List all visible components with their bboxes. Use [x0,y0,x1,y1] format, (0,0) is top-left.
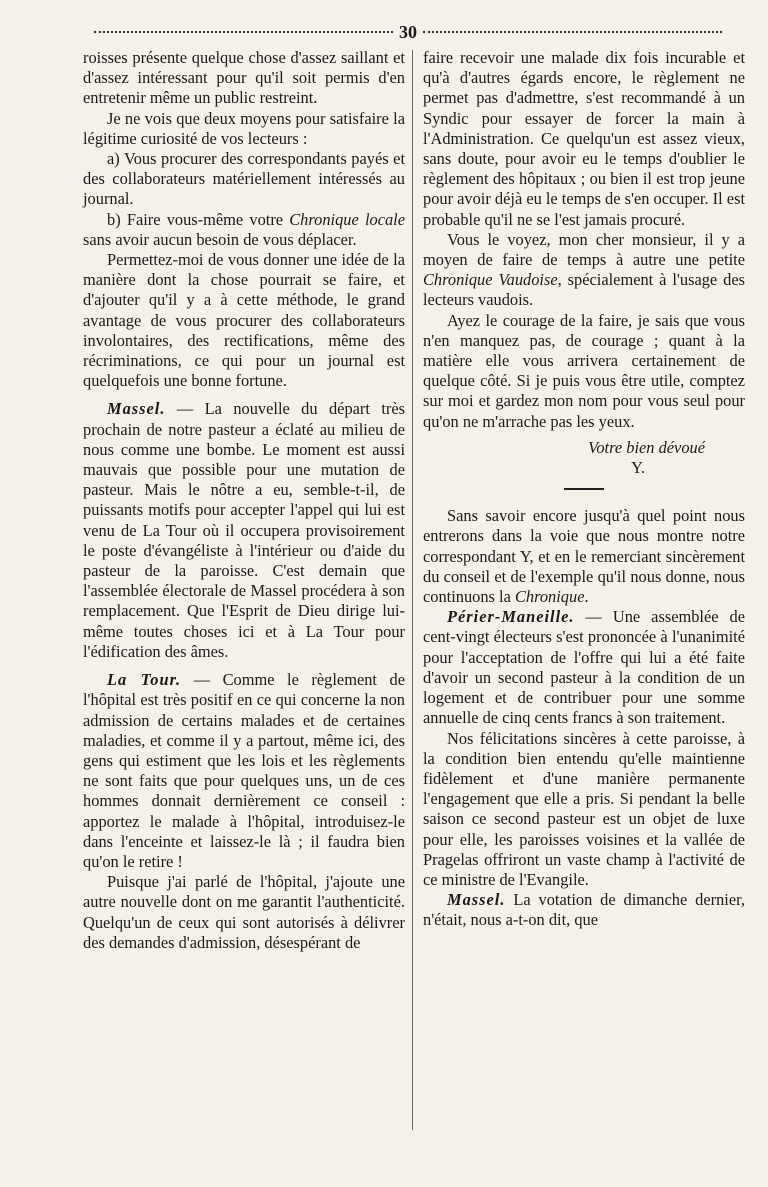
article-heading: Massel. [107,399,166,419]
article-heading: Massel. [447,890,506,910]
italic-term: Chronique Vaudoise [423,270,558,290]
paragraph: Ayez le courage de la faire, je sais que vous n'en manquez pas, de courage ; quant à la matière elle vous arrivera certainement de quelque côté. Si je puis vous être utile, comptez sur moi et gardez mon nom pour vous seul pour qu'on ne m'arrache pas les yeux. [423,310,745,431]
article-heading: Périer-Maneille. [447,607,575,627]
article-perier-maneille: Périer-Maneille. — Une assemblée de cent-vingt électeurs s'est prononcée à l'unanimité pour l'acceptation de l'offre qui lui a été faite d'avoir un second pasteur à la condition de un logement et de contribuer pour une somme annuelle de cinq cents francs à son traitement. [423,607,745,728]
right-column [423,48,745,931]
paragraph: Nos félicitations sincères à cette paroisse, à la condition bien entendu qu'elle maintienne fidèlement et d'une manière permanente l'engagement que elle a pris. Si pendant la belle saison ce second pasteur est un objet de luxe pour elle, les paroisses voisines et la vallée de Pragelas offriront un vaste champ à l'activité de ce ministre de l'Evangile. [423,728,745,889]
column-divider [412,50,413,1130]
left-column [83,48,405,953]
paragraph: Je ne vois que deux moyens pour satisfaire la légitime curiosité de vos lecteurs : [83,108,405,148]
article-heading: La Tour. [107,670,182,690]
paragraph: Sans savoir encore jusqu'à quel point nous entrerons dans la voie que nous montre notre correspondant Y, et en le remerciant sincèrement du conseil et de l'exemple qu'il nous donne, nous continuons la Chronique. [423,506,745,607]
paragraph: Vous le voyez, mon cher monsieur, il y a moyen de faire de temps à autre une petite Chronique Vaudoise, spécialement à l'usage des lecteurs vaudois. [423,229,745,310]
option-a: a) Vous procurer des correspondants payés et des collaborateurs matériellement intéressés au journal. [83,149,405,209]
signature-closing: Votre bien dévoué [588,437,705,457]
page-header [88,22,728,42]
signature-initial: Y. [631,458,645,478]
paragraph: Permettez-moi de vous donner une idée de la manière dont la chose pourrait se faire, et d'ajouter qu'il y a à cette méthode, le grand avantage de vous procurer des collaborateurs involontaires, des rectifications, même des récriminations, ce qui pour un journal est quelquefois une bonne fortune. [83,250,405,391]
paragraph: Puisque j'ai parlé de l'hôpital, j'ajoute une autre nouvelle dont on me garantit l'authenticité. Quelqu'un de ceux qui sont autorisés à délivrer des demandes d'admission, désespérant de [83,872,405,952]
italic-term: Chronique [514,587,585,607]
article-la-tour: La Tour. — Comme le règlement de l'hôpital est très positif en ce qui concerne la non admission de certains malades et de certaines maladies, et comme il y a partout, même ici, des gens qui estiment que les lois et les règlements ne sont faits que pour quelques uns, un de ces hommes donnait dernièrement ce conseil : apportez le malade à l'hôpital, introduisez-le dans l'enceinte et laissez-le là ; il faudra bien qu'on le retire ! [83,670,405,871]
paragraph: roisses présente quelque chose d'assez saillant et d'assez intéressant pour qu'il soit permis d'en entretenir même un public restreint. [83,48,405,108]
article-massel-2: Massel. La votation de dimanche dernier, n'était, nous a-t-on dit, que [423,890,745,930]
italic-term: Chronique locale [289,209,405,229]
header-rule-left [94,31,393,33]
article-massel: Massel. — La nouvelle du départ très prochain de notre pasteur a éclaté au milieu de nous comme une bombe. Le moment est aussi mauvais que possible pour une mutation de pasteur. Mais le nôtre a eu, semble-t-il, de puissants motifs pour accepter l'appel qui lui est venu de La Tour où il occupera provisoirement le poste d'évangéliste à l'intérieur ou d'aide du pasteur de la paroisse. C'est demain que l'assemblée électorale de Massel procédera à son remplacement. Que l'Esprit de Dieu dirige lui-même toutes choses ici et à La Tour pour l'édification des âmes. [83,399,405,661]
option-b: b) Faire vous-même votre Chronique locale sans avoir aucun besoin de vous déplacer. [83,209,405,249]
paragraph: faire recevoir une malade dix fois incurable et qu'à d'autres égards encore, le règlement ne permet pas d'admettre, s'est recommandé à un Syndic pour essayer de forcer la main à l'Administration. Ce quelqu'un est assez vieux, sans doute, pour avoir eu le temps d'oublier le règlement des hôpitaux ; ou bien il est trop jeune pour avoir déjà eu le temps de s'en occuper. Il est probable qu'il ne se l'est jamais procuré. [423,48,746,229]
section-separator [564,488,604,490]
header-rule-right [423,31,722,33]
page-number: 30 [399,21,417,42]
